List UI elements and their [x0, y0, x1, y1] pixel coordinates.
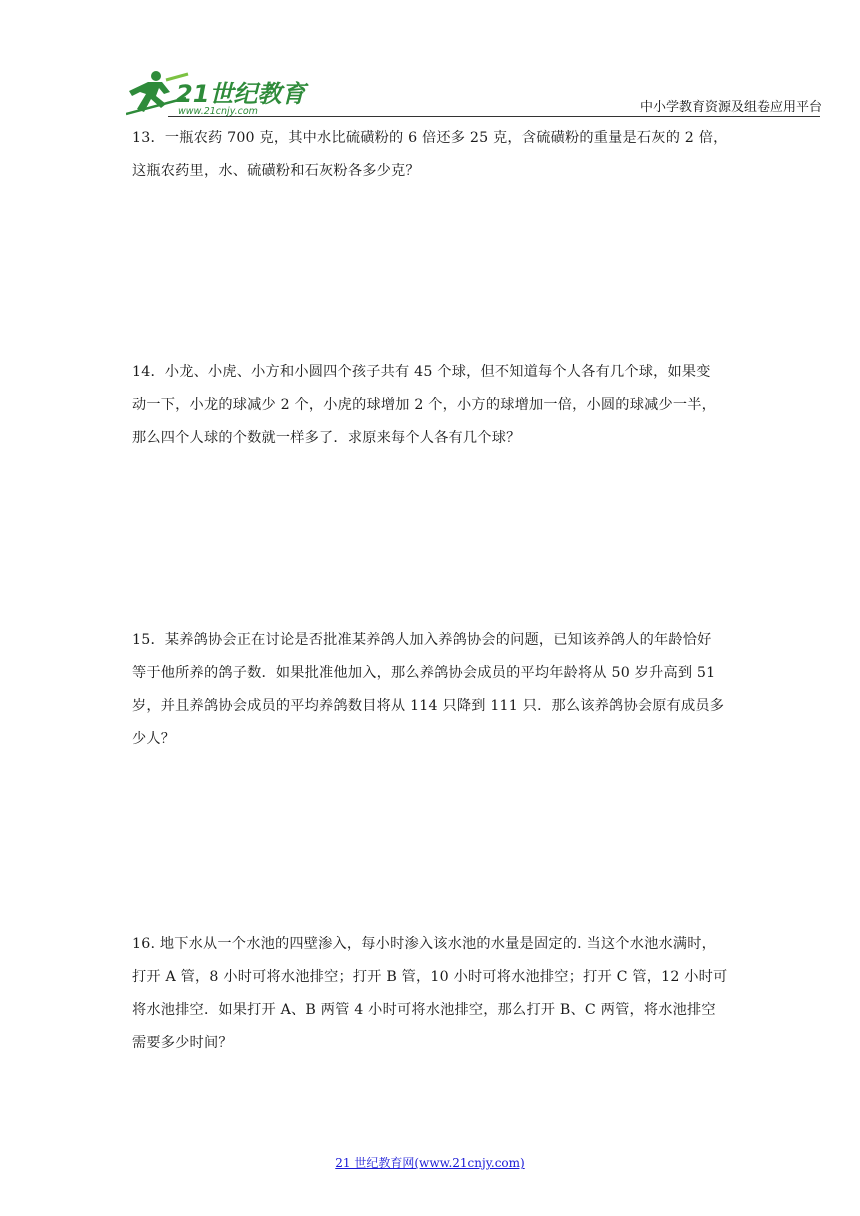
header-divider: [168, 116, 820, 117]
svg-text:www.21cnjy.com: www.21cnjy.com: [178, 106, 258, 117]
site-tagline: 中小学教育资源及组卷应用平台: [639, 100, 822, 115]
question-line: 将水池排空．如果打开 A、B 两管 4 小时可将水池排空，那么打开 B、C 两管，将水池排空: [132, 1002, 716, 1018]
question-line: 打开 A 管，8 小时可将水池排空；打开 B 管，10 小时可将水池排空；打开 C 管，12 小时可: [132, 969, 728, 985]
runner-logo-icon: [126, 68, 316, 118]
question-line: 这瓶农药里，水、硫磺粉和石灰粉各多少克？: [132, 163, 420, 179]
question-13: [132, 122, 732, 188]
question-line: 15．某养鸽协会正在讨论是否批准某养鸽人加入养鸽协会的问题，已知该养鸽人的年龄恰好: [132, 632, 712, 648]
question-line: 13．一瓶农药 700 克，其中水比硫磺粉的 6 倍还多 25 克，含硫磺粉的重量是石灰的 2 倍，: [132, 130, 728, 146]
page-header: [0, 0, 860, 120]
question-line: 14．小龙、小虎、小方和小圆四个孩子共有 45 个球，但不知道每个人各有几个球，如果变: [132, 364, 711, 380]
footer-site-link[interactable]: 21 世纪教育网(www.21cnjy.com): [335, 1156, 525, 1170]
question-line: 岁，并且养鸽协会成员的平均养鸽数目将从 114 只降到 111 只．那么该养鸽协会原有成员多: [132, 698, 725, 714]
question-line: 16. 地下水从一个水池的四壁渗入，每小时渗入该水池的水量是固定的. 当这个水池水满时，: [132, 936, 717, 952]
question-14: [132, 356, 732, 455]
question-line: 需要多少时间？: [132, 1035, 233, 1051]
question-line: 那么四个人球的个数就一样多了．求原来每个人各有几个球？: [132, 430, 521, 446]
page-footer: [0, 1154, 860, 1171]
site-logo[interactable]: [126, 68, 316, 118]
question-line: 等于他所养的鸽子数．如果批准他加入，那么养鸽协会成员的平均年龄将从 50 岁升高到 51: [132, 665, 716, 681]
question-line: 少人？: [132, 731, 176, 747]
question-16: [132, 928, 732, 1060]
question-15: [132, 624, 732, 756]
question-line: 动一下，小龙的球减少 2 个，小虎的球增加 2 个，小方的球增加一倍，小圆的球减少一半，: [132, 397, 717, 413]
svg-text:21世纪教育: 21世纪教育: [176, 80, 306, 108]
